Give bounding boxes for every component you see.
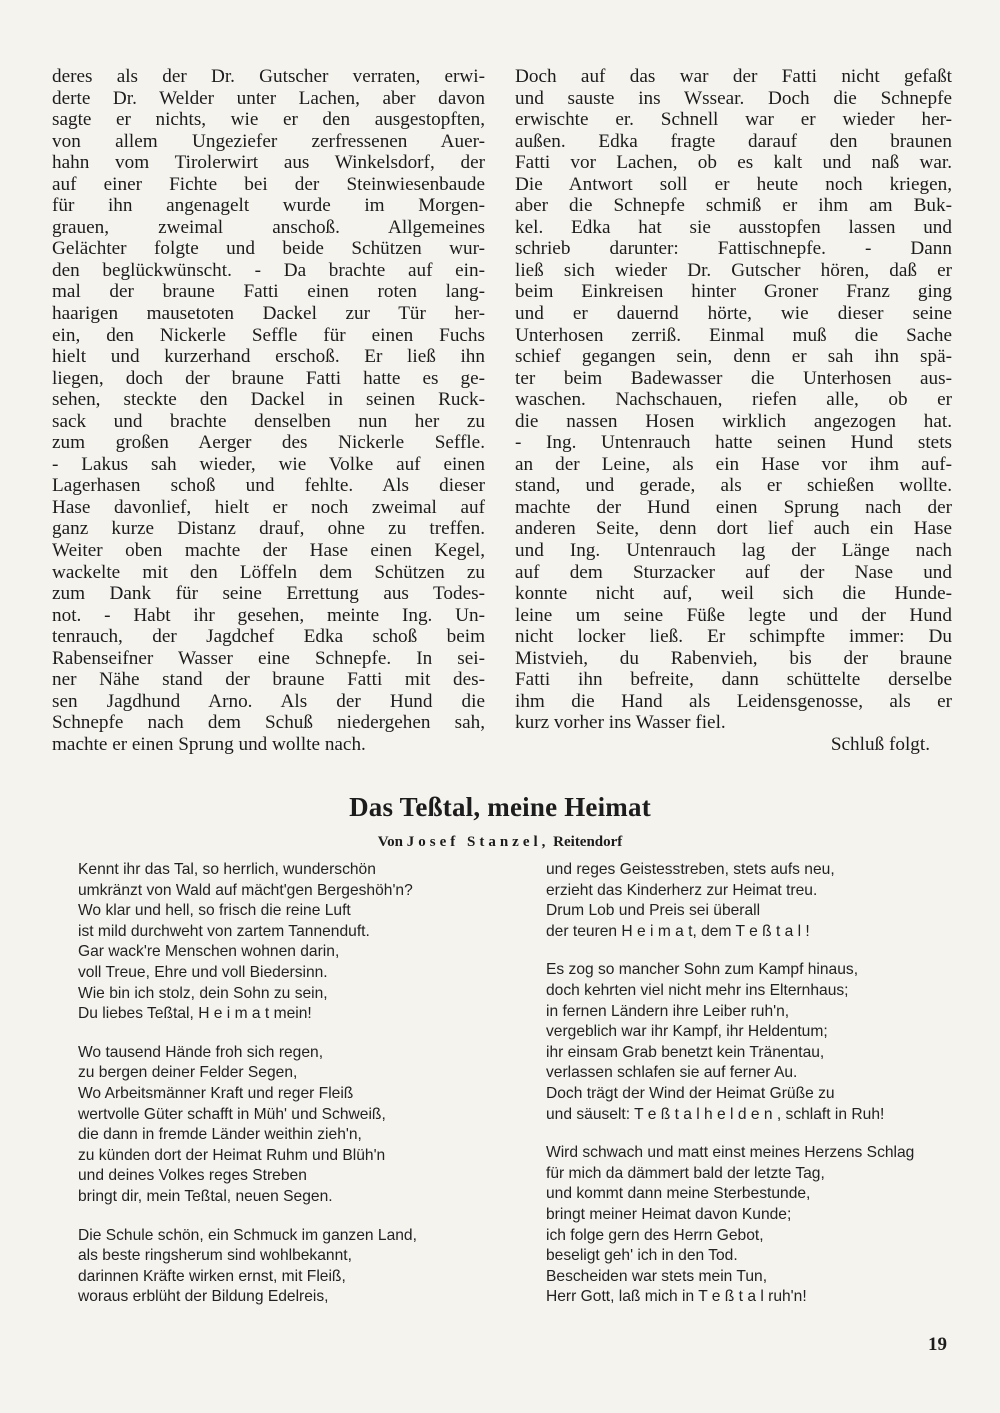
poem-left-column bbox=[78, 860, 498, 1326]
text-line: hielt und kurzerhand erschoß. Er ließ ihn bbox=[52, 346, 485, 368]
text-line: grauen, zweimal anschoß. Allgemeines bbox=[52, 216, 485, 238]
text-line: hahn vom Tirolerwirt aus Winkelsdorf, der bbox=[52, 152, 485, 174]
poem-line: und reges Geistesstreben, stets aufs neu, bbox=[546, 861, 835, 878]
poem-line: ihr einsam Grab benetzt kein Tränentau, bbox=[546, 1043, 825, 1061]
text-line: schief gegangen sein, denn er sah ihn spä- bbox=[515, 346, 952, 368]
text-line: aber die Schnepfe schmiß er ihm am Buk- bbox=[515, 195, 952, 217]
text-line: waschen. Nachschauen, riefen alle, ob er bbox=[515, 389, 952, 411]
poem-line: erzieht das Kinderherz zur Heimat treu. bbox=[546, 881, 818, 899]
article-left-column bbox=[52, 66, 485, 756]
poem-line: für mich da dämmert bald der letzte Tag, bbox=[546, 1164, 825, 1182]
text-line: stand, und gerade, als er schießen wollte. bbox=[515, 475, 952, 497]
poem-right-column bbox=[546, 860, 956, 1326]
text-line: von allem Ungeziefer zerfressenen Auer- bbox=[52, 130, 485, 152]
text-line: mal der braune Fatti einen roten lang- bbox=[52, 281, 485, 303]
text-line: Fatti ihn befreite, dann schüttelte derselbe bbox=[515, 669, 952, 691]
poem-title: Das Teßtal, meine Heimat bbox=[349, 792, 651, 822]
text-line: Fatti vor Lachen, ob es kalt und naß war. bbox=[515, 152, 952, 174]
poem-line: Doch trägt der Wind der Heimat Grüße zu bbox=[546, 1084, 835, 1102]
text-line: kurz vorher ins Wasser fiel. bbox=[515, 712, 726, 734]
poem-line: Wo Arbeitsmänner Kraft und reger Fleiß bbox=[78, 1084, 354, 1102]
text-line: tenrauch, der Jagdchef Edka schoß beim bbox=[52, 626, 485, 648]
text-line: und Ing. Untenrauch lag der Länge nach bbox=[515, 540, 952, 562]
text-line: Lagerhasen schoß und fehlte. Als dieser bbox=[52, 475, 485, 497]
text-line: - Lakus sah wieder, wie Volke auf einen bbox=[52, 453, 485, 475]
text-line: Gelächter folgte und beide Schützen wur- bbox=[52, 238, 485, 260]
poem-line: doch kehrten viel nicht mehr ins Elternhaus; bbox=[546, 981, 849, 999]
text-line: ter beim Badewasser die Unterhosen aus- bbox=[515, 367, 952, 389]
poem-line: der teuren H e i m a t, dem T e ß t a l ! bbox=[546, 922, 810, 940]
poem-line: Du liebes Teßtal, H e i m a t mein! bbox=[78, 1005, 312, 1023]
text-line: Doch auf das war der Fatti nicht gefaßt bbox=[515, 66, 952, 87]
text-line: den beglückwünscht. - Da brachte auf ein- bbox=[52, 259, 485, 281]
text-line: erwischte er. Schnell war er wieder her- bbox=[515, 109, 952, 131]
poem-line: wertvolle Güter schafft in Müh' und Schweiß, bbox=[78, 1105, 386, 1123]
poem-stanza bbox=[546, 960, 956, 1125]
poem-line: und kommt dann meine Sterbestunde, bbox=[546, 1185, 811, 1203]
poem-stanza bbox=[78, 1043, 498, 1208]
poem-stanza bbox=[78, 860, 498, 1025]
poem-line: die dann in fremde Länder weithin zieh'n, bbox=[78, 1126, 362, 1144]
poem-byline bbox=[0, 834, 1000, 851]
text-line: Die Antwort soll er heute noch kriegen, bbox=[515, 173, 952, 195]
poem-line: verlassen schlafen sie auf ferner Au. bbox=[546, 1064, 798, 1082]
poem-line: Kennt ihr das Tal, so herrlich, wunderschön bbox=[78, 861, 376, 878]
text-line: auf dem Sturzacker auf der Nase und bbox=[515, 561, 952, 583]
page-number: 19 bbox=[928, 1334, 947, 1355]
poem-stanza bbox=[546, 860, 956, 942]
text-line: leine um seine Füße legte und der Hund bbox=[515, 604, 952, 626]
text-line: machte der Hund einen Sprung nach der bbox=[515, 496, 952, 518]
poem-line: ich folge gern des Herrn Gebot, bbox=[546, 1226, 764, 1244]
text-line: zum großen Aerger des Nickerle Seffle. bbox=[52, 432, 485, 454]
poem-line: Wo tausend Hände froh sich regen, bbox=[78, 1043, 324, 1061]
text-line: liegen, doch der braune Fatti hatte es ge- bbox=[52, 367, 485, 389]
text-line: konnte nicht auf, weil sich die Hunde- bbox=[515, 583, 952, 605]
text-line: auf einer Fichte bei der Steinwiesenbaude bbox=[52, 173, 485, 195]
text-line: Rabenseifner Wasser eine Schnepfe. In sei- bbox=[52, 647, 485, 669]
text-line: Hase davonlief, hielt er noch zweimal auf bbox=[52, 496, 485, 518]
text-line: an der Leine, als ein Hase vor ihm auf- bbox=[515, 453, 952, 475]
poem-line: Es zog so mancher Sohn zum Kampf hinaus, bbox=[546, 961, 859, 979]
poem-line: als beste ringsherum sind wohlbekannt, bbox=[78, 1247, 352, 1265]
text-line: machte er einen Sprung und wollte nach. bbox=[52, 733, 366, 755]
text-line: Unterhosen zerriß. Einmal muß die Sache bbox=[515, 324, 952, 346]
text-line: kel. Edka hat sie ausstopfen lassen und bbox=[515, 216, 952, 238]
text-line: sehen, steckte den Dackel in seinen Ruck- bbox=[52, 389, 485, 411]
text-line: Weiter oben machte der Hase einen Kegel, bbox=[52, 540, 485, 562]
poem-stanza bbox=[78, 1226, 498, 1308]
text-line: für ihn angenagelt wurde im Morgen- bbox=[52, 195, 485, 217]
article-right-column bbox=[515, 66, 952, 756]
poem-line: Wo klar und hell, so frisch die reine Luft bbox=[78, 902, 351, 920]
poem-line: zu bergen deiner Felder Segen, bbox=[78, 1064, 298, 1082]
poem-line: Herr Gott, laß mich in T e ß t a l ruh'n! bbox=[546, 1288, 807, 1306]
poem-line: ist mild durchweht von zartem Tannenduft. bbox=[78, 922, 370, 940]
poem-line: umkränzt von Wald auf mächt'gen Bergeshöh'n? bbox=[78, 881, 413, 899]
text-line: sack und brachte denselben nun her zu bbox=[52, 410, 485, 432]
poem-line: Drum Lob und Preis sei überall bbox=[546, 902, 761, 920]
text-line: haarigen mausetoten Dackel zur Tür her- bbox=[52, 303, 485, 325]
poem-line: Bescheiden war stets mein Tun, bbox=[546, 1267, 768, 1285]
poem-line: darinnen Kräfte wirken ernst, mit Fleiß, bbox=[78, 1267, 346, 1285]
poem-line: zu künden dort der Heimat Ruhm und Blüh'n bbox=[78, 1146, 386, 1164]
text-line: ihm die Hand als Leidensgenosse, als er bbox=[515, 690, 952, 712]
text-line: sagte er nichts, wie er den ausgestopften, bbox=[52, 109, 485, 131]
poem-line: Die Schule schön, ein Schmuck im ganzen Land, bbox=[78, 1226, 417, 1244]
text-line: die nassen Hosen wirklich angezogen hat. bbox=[515, 410, 952, 432]
text-line: deres als der Dr. Gutscher verraten, erwi- bbox=[52, 66, 485, 87]
text-line: nicht locker ließ. Er schimpfte immer: Du bbox=[515, 626, 952, 648]
poem-author: Josef Stanzel, bbox=[406, 834, 550, 850]
poem-line: voll Treue, Ehre und voll Biedersinn. bbox=[78, 963, 328, 981]
poem-line: in fernen Ländern ihre Leiber ruh'n, bbox=[546, 1002, 790, 1020]
text-line: und er dauernd hörte, wie dieser seine bbox=[515, 303, 952, 325]
byline-prefix: Von bbox=[377, 834, 403, 850]
text-line: Schnepfe nach dem Schuß niedergehen sah, bbox=[52, 712, 485, 734]
text-line: außen. Edka fragte darauf den braunen bbox=[515, 130, 952, 152]
continuation-note: Schluß folgt. bbox=[830, 733, 930, 755]
poem-line: vergeblich war ihr Kampf, ihr Heldentum; bbox=[546, 1023, 828, 1041]
text-line: schrieb darunter: Fattischnepfe. - Dann bbox=[515, 238, 952, 260]
text-line: beim Einkreisen hinter Groner Franz ging bbox=[515, 281, 952, 303]
text-line: anderen Seite, denn dort lief auch ein Hase bbox=[515, 518, 952, 540]
poem-stanza bbox=[546, 1143, 956, 1308]
poem-line: und säuselt: T e ß t a l h e l d e n , schlaft in Ruh! bbox=[546, 1105, 885, 1123]
poem-line: bringt meiner Heimat davon Kunde; bbox=[546, 1205, 792, 1223]
text-line: ein, den Nickerle Seffle für einen Fuchs bbox=[52, 324, 485, 346]
text-line: wackelte mit den Löffeln dem Schützen zu bbox=[52, 561, 485, 583]
text-line: zum Dank für seine Errettung aus Todes- bbox=[52, 583, 485, 605]
poem-line: bringt dir, mein Teßtal, neuen Segen. bbox=[78, 1187, 333, 1205]
text-line: und sauste ins Wssear. Doch die Schnepfe bbox=[515, 87, 952, 109]
text-line: ließ sich wieder Dr. Gutscher hören, daß er bbox=[515, 259, 952, 281]
text-line: ganz kurze Distanz drauf, ohne zu treffen. bbox=[52, 518, 485, 540]
poem-line: beseligt geh' ich in den Tod. bbox=[546, 1247, 738, 1265]
poem-line: und deines Volkes reges Streben bbox=[78, 1167, 307, 1185]
text-line: ner Nähe stand der braune Fatti mit des- bbox=[52, 669, 485, 691]
text-line: Mistvieh, du Rabenvieh, bis der braune bbox=[515, 647, 952, 669]
poem-place: Reitendorf bbox=[553, 834, 623, 850]
poem-line: Wird schwach und matt einst meines Herzens Schlag bbox=[546, 1144, 915, 1162]
text-line: sen Jagdhund Arno. Als der Hund die bbox=[52, 690, 485, 712]
poem-line: Gar wack're Menschen wohnen darin, bbox=[78, 943, 340, 961]
poem-line: woraus erblüht der Bildung Edelreis, bbox=[78, 1288, 329, 1306]
poem-line: Wie bin ich stolz, dein Sohn zu sein, bbox=[78, 984, 328, 1002]
text-line: - Ing. Untenrauch hatte seinen Hund stets bbox=[515, 432, 952, 454]
text-line: not. - Habt ihr gesehen, meinte Ing. Un- bbox=[52, 604, 485, 626]
text-line: derte Dr. Welder unter Lachen, aber davon bbox=[52, 87, 485, 109]
